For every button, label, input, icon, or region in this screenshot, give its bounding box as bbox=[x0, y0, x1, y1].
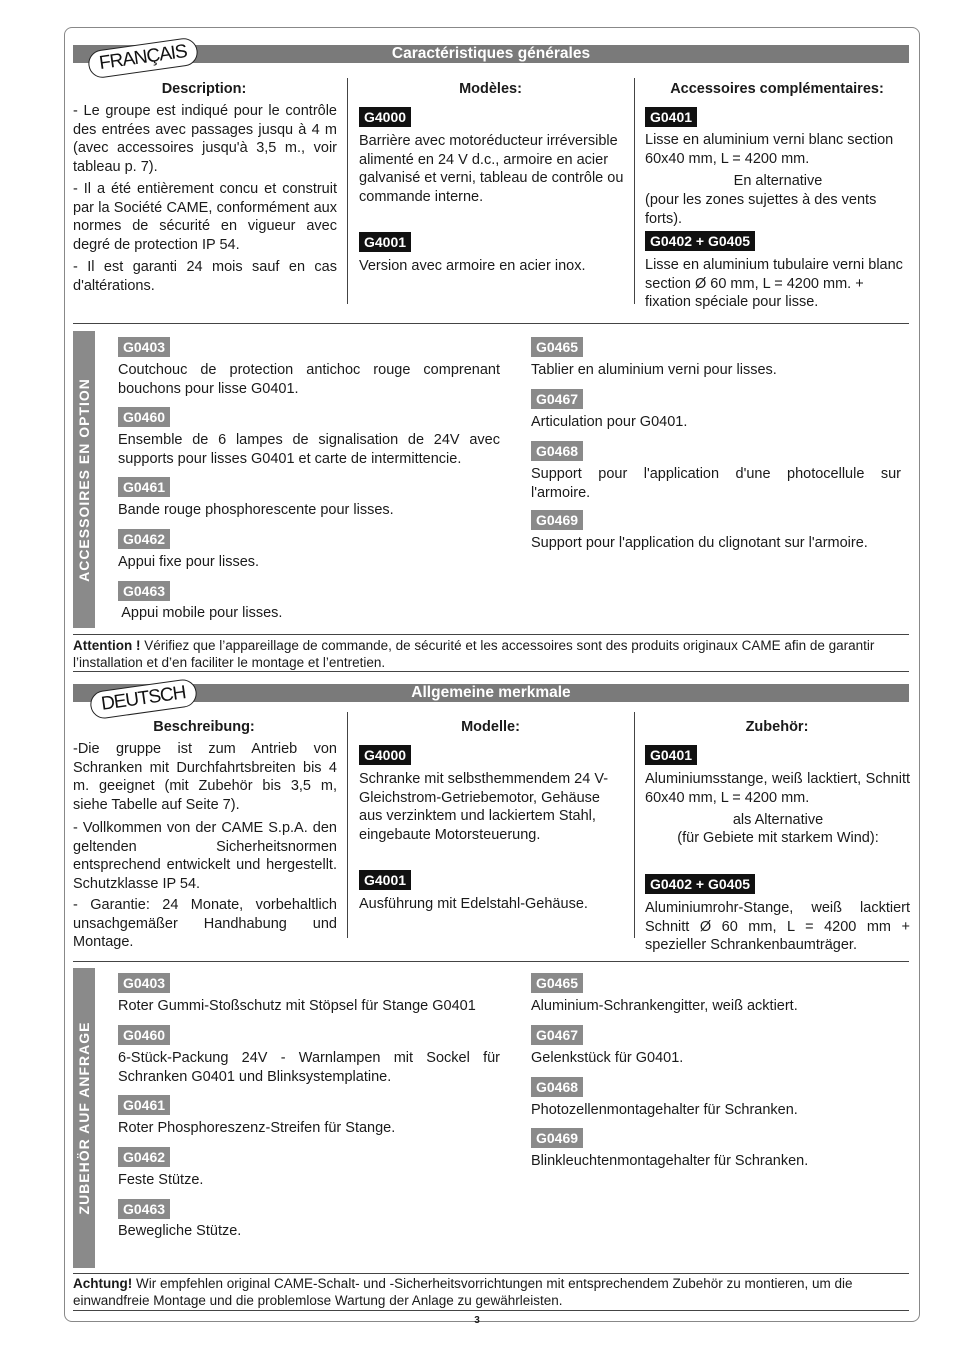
fr-option-code: G0403 bbox=[118, 337, 170, 357]
fr-option-text: Support pour l'application d'une photocellule sur l'armoire. bbox=[531, 466, 901, 501]
page-number: 3 bbox=[474, 1315, 480, 1326]
de-accessory-text: Aluminiumrohr-Stange, weiß lacktiert Schnitt Ø 60 mm, L = 4200 mm + spezieller Schrankenbaumträger. bbox=[645, 900, 910, 953]
fr-model-text: Barrière avec motoréducteur irréversible alimenté en 24 V d.c., armoire en acier galvanisé et verni, tableau de contrôle ou commande interne. bbox=[359, 133, 624, 205]
de-divider bbox=[73, 961, 909, 962]
fr-language-badge: FRANÇAIS bbox=[87, 36, 200, 79]
fr-column-divider bbox=[347, 78, 348, 304]
fr-description-p1: - Le groupe est indiqué pour le contrôle des entrées avec passages jusqu à 4 m (avec accessoires jusqu'à 3,5 m., voir tableau p. 7). bbox=[73, 103, 337, 175]
de-optional-sidebar bbox=[73, 968, 95, 1268]
fr-option-code: G0463 bbox=[118, 581, 170, 601]
fr-option-text: Articulation pour G0401. bbox=[531, 414, 688, 430]
de-model-code: G4001 bbox=[359, 870, 411, 890]
de-accessories-heading: Zubehör: bbox=[745, 719, 809, 735]
fr-attention-note bbox=[73, 637, 909, 671]
de-column-divider bbox=[347, 712, 348, 938]
fr-option-text: Support pour l'application du clignotant sur l'armoire. bbox=[531, 535, 868, 551]
fr-description-p2: - Il a été entièrement concu et construit par la Société CAME, conformément aux normes de sécurité en vigueur avec degré de protection IP 54. bbox=[73, 181, 337, 253]
de-description-heading: Beschreibung: bbox=[153, 719, 255, 735]
fr-model-code: G4000 bbox=[359, 107, 411, 127]
de-option-text: Bewegliche Stütze. bbox=[118, 1223, 242, 1239]
de-option-text: Aluminium-Schrankengitter, weiß acktiert. bbox=[531, 998, 798, 1014]
de-option-code: G0460 bbox=[118, 1025, 170, 1045]
fr-divider bbox=[73, 634, 909, 635]
de-option-text: Roter Phosphoreszenz-Streifen für Stange. bbox=[118, 1120, 396, 1136]
de-option-code: G0461 bbox=[118, 1095, 170, 1115]
de-divider bbox=[73, 1310, 909, 1311]
de-description-p2: - Vollkommen von der CAME S.p.A. den geltenden Sicherheitsnormen entsprechend entwickelt und hergestellt. Schutzklasse IP 54. bbox=[73, 820, 337, 892]
fr-attention-text: Vérifiez que l’appareillage de commande, de sécurité et les accessoires sont des produits originaux CAME afin de garantir l’installation et d’en faciliter le montage et l’entretien. bbox=[73, 638, 875, 670]
fr-accessory-code: G0401 bbox=[645, 107, 697, 127]
de-option-code: G0465 bbox=[531, 973, 583, 993]
de-option-code: G0403 bbox=[118, 973, 170, 993]
fr-attention-label: Attention ! bbox=[73, 638, 141, 653]
de-model-text: Ausführung mit Edelstahl-Gehäuse. bbox=[359, 896, 588, 912]
fr-option-code: G0462 bbox=[118, 529, 170, 549]
fr-option-code: G0461 bbox=[118, 477, 170, 497]
de-accessory-code: G0401 bbox=[645, 745, 697, 765]
fr-option-text: Appui fixe pour lisses. bbox=[118, 554, 260, 570]
fr-divider bbox=[73, 323, 909, 324]
fr-column-divider bbox=[634, 78, 635, 304]
de-language-badge: DEUTSCH bbox=[89, 678, 199, 721]
de-alternative-note: (für Gebiete mit starkem Wind): bbox=[677, 830, 879, 846]
fr-description-p3: - Il est garanti 24 mois sauf en cas d'altérations. bbox=[73, 259, 337, 294]
fr-option-code: G0469 bbox=[531, 510, 583, 530]
fr-description-heading: Description: bbox=[161, 81, 247, 97]
fr-option-text: Coutchouc de protection antichoc rouge comprenant bouchons pour lisse G0401. bbox=[118, 362, 500, 397]
de-option-code: G0469 bbox=[531, 1128, 583, 1148]
de-option-text: 6-Stück-Packung 24V - Warnlampen mit Sockel für Schranken G0401 und Blinksystemplatine. bbox=[118, 1050, 500, 1085]
de-option-code: G0467 bbox=[531, 1025, 583, 1045]
fr-accessories-heading: Accessoires complémentaires: bbox=[670, 81, 884, 97]
de-attention-label: Achtung! bbox=[73, 1276, 133, 1291]
fr-alternative-note: (pour les zones sujettes à des vents forts). bbox=[645, 192, 877, 227]
fr-optional-sidebar bbox=[73, 331, 95, 628]
de-divider bbox=[73, 1273, 909, 1274]
fr-accessory-text: Lisse en aluminium verni blanc section 60x40 mm, L = 4200 mm. bbox=[645, 132, 894, 167]
fr-accessory-code: G0402 + G0405 bbox=[645, 231, 755, 251]
fr-divider bbox=[73, 671, 909, 672]
fr-option-text: Bande rouge phosphorescente pour lisses. bbox=[118, 502, 394, 518]
fr-models-heading: Modèles: bbox=[459, 81, 522, 97]
fr-option-code: G0460 bbox=[118, 407, 170, 427]
fr-optional-sidebar-label: ACCESSOIRES EN OPTION bbox=[76, 377, 92, 582]
de-optional-sidebar-label: ZUBEHÖR AUF ANFRAGE bbox=[76, 1021, 92, 1215]
de-model-code: G4000 bbox=[359, 745, 411, 765]
de-option-code: G0463 bbox=[118, 1199, 170, 1219]
de-attention-text: Wir empfehlen original CAME-Schalt- und -Sicherheitsvorrichtungen mit entsprechendem Zubehör zu montieren, um die einwandfreie Montage und die problemlose Wartung der Anlage zu gewährleisten. bbox=[73, 1276, 853, 1308]
de-column-divider bbox=[634, 712, 635, 938]
de-accessory-text: Aluminiumsstange, weiß lacktiert, Schnitt 60x40 mm, L = 4200 mm. bbox=[645, 771, 910, 806]
de-section-title: Allgemeine merkmale bbox=[73, 684, 909, 702]
de-description-p3: - Garantie: 24 Monate, vorbehaltlich unsachgemäßer Handhabung und Montage. bbox=[73, 897, 337, 950]
fr-alternative-label: En alternative bbox=[733, 173, 823, 189]
de-accessory-code: G0402 + G0405 bbox=[645, 874, 755, 894]
fr-option-code: G0468 bbox=[531, 441, 583, 461]
fr-option-code: G0465 bbox=[531, 337, 583, 357]
de-option-code: G0462 bbox=[118, 1147, 170, 1167]
fr-option-code: G0467 bbox=[531, 389, 583, 409]
de-option-text: Feste Stütze. bbox=[118, 1172, 204, 1188]
fr-accessory-text: Lisse en aluminium tubulaire verni blanc section Ø 60 mm, L = 4200 mm. + fixation spéciale pour lisse. bbox=[645, 257, 903, 310]
fr-model-code: G4001 bbox=[359, 232, 411, 252]
fr-option-text: Ensemble de 6 lampes de signalisation de 24V avec supports pour lisses G0401 et carte de intermittencie. bbox=[118, 432, 500, 467]
de-option-text: Roter Gummi-Stoßschutz mit Stöpsel für Stange G0401 bbox=[118, 998, 476, 1014]
fr-section-title: Caractéristiques générales bbox=[73, 45, 909, 63]
de-attention-note bbox=[73, 1275, 909, 1309]
fr-model-text: Version avec armoire en acier inox. bbox=[359, 258, 586, 274]
de-model-text: Schranke mit selbsthemmendem 24 V-Gleichstrom-Getriebemotor, Gehäuse aus verzinktem und lackiertem Stahl, eingebaute Motorsteuerung. bbox=[359, 771, 609, 843]
de-description-p1: -Die gruppe ist zum Antrieb von Schranken mit Durchfahrtsbreiten bis 4 m. geeignet (mit Zubehör bis 3,5 m, siehe Tabelle auf Seite 7). bbox=[73, 741, 337, 813]
fr-option-text: Appui mobile pour lisses. bbox=[118, 605, 283, 621]
de-option-code: G0468 bbox=[531, 1077, 583, 1097]
de-models-heading: Modelle: bbox=[461, 719, 520, 735]
de-option-text: Gelenkstück für G0401. bbox=[531, 1050, 684, 1066]
de-option-text: Blinkleuchtenmontagehalter für Schranken. bbox=[531, 1153, 809, 1169]
de-option-text: Photozellenmontagehalter für Schranken. bbox=[531, 1102, 798, 1118]
de-alternative-label: als Alternative bbox=[732, 812, 824, 828]
fr-option-text: Tablier en aluminium verni pour lisses. bbox=[531, 362, 777, 378]
